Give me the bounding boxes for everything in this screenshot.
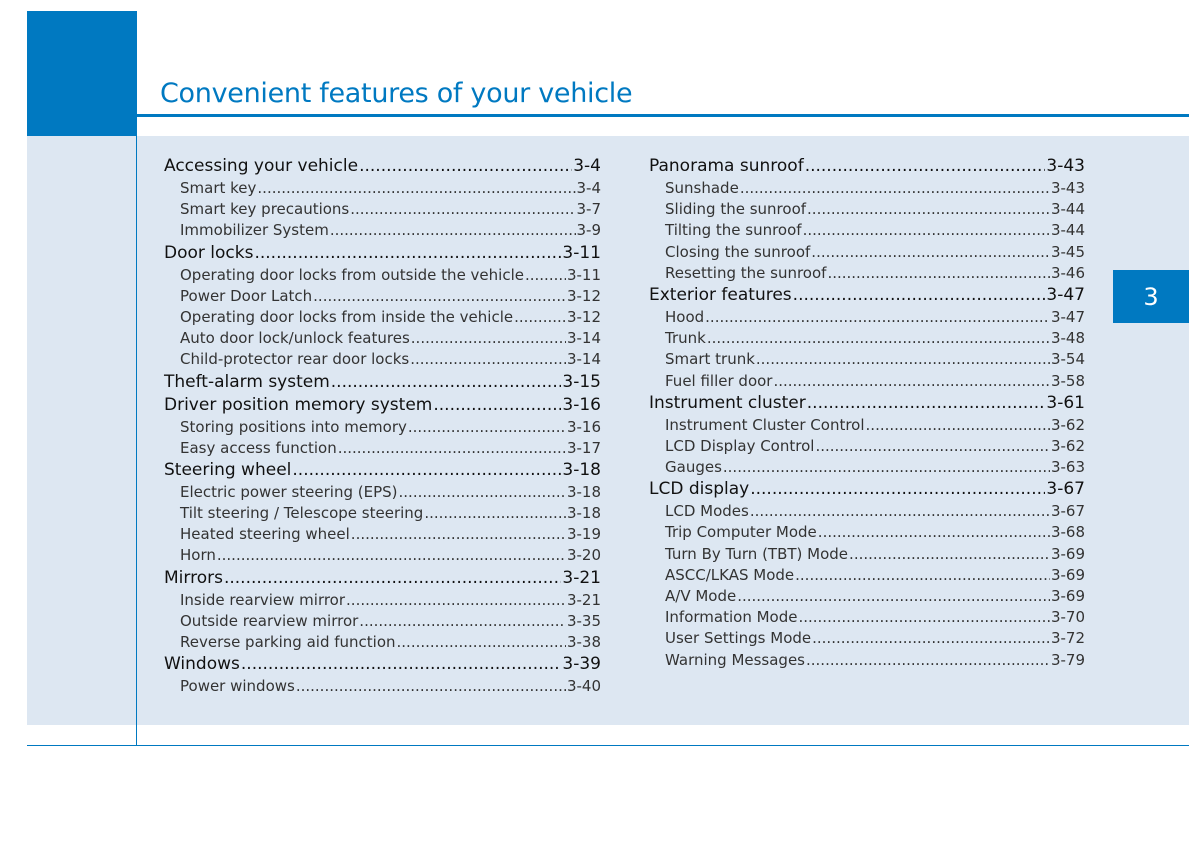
toc-entry-title: Warning Messages: [665, 650, 805, 669]
toc-entry-title: Child-protector rear door locks: [180, 350, 410, 369]
toc-leader-dots: [399, 482, 566, 503]
toc-subsection-entry[interactable]: [164, 676, 601, 697]
toc-leader-dots: [346, 590, 566, 611]
toc-entry-page: 3-18: [566, 482, 601, 501]
toc-entry-title: Turn By Turn (TBT) Mode: [665, 544, 849, 563]
toc-leader-dots: [338, 438, 566, 459]
toc-leader-dots: [807, 392, 1046, 415]
toc-entry-page: 3-12: [566, 307, 601, 326]
toc-entry-title: Reverse parking aid function: [180, 633, 396, 651]
toc-entry-title: Tilt steering / Telescope steering: [180, 504, 424, 523]
toc-leader-dots: [217, 545, 566, 566]
toc-subsection-entry[interactable]: [649, 178, 1085, 199]
toc-entry-title: Electric power steering (EPS): [180, 482, 398, 501]
toc-subsection-entry[interactable]: [164, 524, 601, 545]
toc-entry-page: 3-40: [566, 677, 601, 696]
toc-entry-page: 3-63: [1050, 458, 1085, 477]
toc-entry-title: Sliding the sunroof: [665, 200, 807, 219]
toc-leader-dots: [815, 436, 1050, 457]
toc-entry-page: 3-70: [1050, 608, 1085, 627]
toc-section-entry[interactable]: [649, 155, 1085, 178]
toc-entry-title: Mirrors: [164, 567, 223, 588]
toc-subsection-entry[interactable]: [649, 586, 1085, 607]
toc-entry-title: Instrument Cluster Control: [665, 415, 865, 434]
toc-entry-title: Panorama sunroof: [649, 156, 804, 176]
toc-subsection-entry[interactable]: [164, 590, 601, 611]
toc-entry-page: 3-44: [1050, 200, 1085, 219]
toc-leader-dots: [798, 607, 1049, 628]
toc-entry-page: 3-17: [566, 438, 601, 457]
toc-entry-page: 3-47: [1050, 307, 1085, 326]
toc-leader-dots: [351, 524, 566, 545]
toc-subsection-entry[interactable]: [164, 286, 601, 307]
toc-entry-title: Power Door Latch: [180, 286, 313, 305]
toc-subsection-entry[interactable]: [649, 415, 1085, 436]
toc-leader-dots: [756, 349, 1050, 370]
toc-section-entry[interactable]: [164, 371, 601, 394]
toc-subsection-entry[interactable]: [649, 199, 1085, 220]
toc-entry-page: 3-21: [566, 590, 601, 609]
toc-leader-dots: [433, 394, 561, 417]
toc-entry-title: Smart key precautions: [180, 200, 350, 219]
toc-subsection-entry[interactable]: [649, 628, 1085, 649]
toc-entry-page: 3-67: [1046, 479, 1085, 500]
toc-subsection-entry[interactable]: [649, 307, 1085, 328]
toc-leader-dots: [723, 457, 1050, 478]
toc-entry-title: Trunk: [665, 329, 706, 348]
toc-subsection-entry[interactable]: [164, 220, 601, 241]
toc-entry-page: 3-16: [562, 394, 601, 415]
toc-entry-title: Theft-alarm system: [164, 371, 330, 392]
toc-entry-page: 3-79: [1050, 650, 1085, 669]
toc-entry-title: Gauges: [665, 458, 722, 477]
toc-entry-page: 3-35: [566, 611, 601, 630]
toc-leader-dots: [705, 307, 1050, 328]
toc-subsection-entry[interactable]: [649, 650, 1085, 671]
toc-leader-dots: [254, 242, 561, 265]
toc-entry-page: 3-44: [1050, 221, 1085, 240]
toc-subsection-entry[interactable]: [164, 265, 601, 286]
toc-entry-page: 3-11: [562, 242, 601, 263]
toc-subsection-entry[interactable]: [164, 199, 601, 220]
toc-entry-page: 3-12: [566, 286, 601, 305]
toc-entry-page: 3-62: [1050, 436, 1085, 455]
toc-subsection-entry[interactable]: [649, 436, 1085, 457]
toc-leader-dots: [807, 199, 1050, 220]
toc-leader-dots: [805, 155, 1046, 178]
toc-leader-dots: [410, 349, 566, 370]
toc-column-right: [649, 155, 1085, 671]
toc-entry-page: 3-14: [566, 329, 601, 348]
toc-subsection-entry[interactable]: [649, 349, 1085, 370]
toc-leader-dots: [292, 459, 561, 482]
toc-entry-page: 3-72: [1050, 629, 1085, 648]
toc-entry-page: 3-11: [566, 265, 601, 284]
toc-subsection-entry[interactable]: [649, 501, 1085, 522]
toc-leader-dots: [514, 307, 566, 328]
toc-entry-page: 3-14: [566, 350, 601, 369]
toc-section-entry[interactable]: [164, 653, 601, 676]
toc-entry-title: Smart key: [180, 179, 257, 197]
toc-entry-page: 3-45: [1050, 242, 1085, 261]
toc-entry-title: LCD Display Control: [665, 436, 815, 455]
toc-section-entry[interactable]: [164, 459, 601, 482]
toc-entry-title: Exterior features: [649, 284, 792, 305]
toc-leader-dots: [827, 263, 1050, 284]
toc-entry-title: User Settings Mode: [665, 629, 812, 648]
toc-entry-title: Operating door locks from inside the vehicle: [180, 307, 514, 326]
toc-entry-page: 3-38: [566, 633, 601, 651]
toc-leader-dots: [849, 544, 1050, 565]
toc-entry-page: 3-62: [1050, 415, 1085, 434]
toc-entry-page: 3-54: [1050, 350, 1085, 369]
toc-entry-title: Smart trunk: [665, 350, 755, 369]
toc-subsection-entry[interactable]: [164, 349, 601, 370]
title-rule: [137, 114, 1189, 117]
toc-subsection-entry[interactable]: [164, 503, 601, 524]
toc-leader-dots: [350, 199, 575, 220]
toc-entry-title: Operating door locks from outside the vehicle: [180, 265, 524, 284]
toc-leader-dots: [812, 628, 1050, 649]
chapter-tab[interactable]: 3: [1113, 270, 1189, 323]
toc-leader-dots: [424, 503, 566, 524]
toc-entry-page: 3-7: [576, 200, 601, 219]
toc-leader-dots: [330, 220, 576, 241]
toc-entry-title: Storing positions into memory: [180, 417, 407, 436]
toc-leader-dots: [750, 478, 1045, 501]
toc-entry-page: 3-48: [1050, 329, 1085, 348]
toc-section-entry[interactable]: [649, 392, 1085, 415]
toc-entry-page: 3-21: [562, 567, 601, 588]
toc-leader-dots: [707, 328, 1050, 349]
toc-entry-page: 3-9: [576, 221, 601, 240]
toc-subsection-entry[interactable]: [164, 438, 601, 459]
toc-entry-page: 3-4: [573, 156, 601, 176]
toc-subsection-entry[interactable]: [649, 522, 1085, 543]
toc-subsection-entry[interactable]: [649, 328, 1085, 349]
toc-leader-dots: [818, 522, 1050, 543]
toc-leader-dots: [740, 178, 1050, 199]
toc-subsection-entry[interactable]: [649, 607, 1085, 628]
toc-entry-title: Heated steering wheel: [180, 525, 350, 544]
toc-entry-title: Door locks: [164, 242, 254, 263]
toc-entry-page: 3-47: [1046, 284, 1085, 305]
toc-entry-page: 3-19: [566, 525, 601, 544]
toc-entry-title: Sunshade: [665, 179, 739, 197]
toc-entry-title: Steering wheel: [164, 459, 292, 480]
toc-entry-page: 3-39: [562, 654, 601, 675]
toc-entry-page: 3-43: [1050, 179, 1085, 197]
margin-rule: [136, 117, 137, 746]
toc-leader-dots: [750, 501, 1050, 522]
toc-entry-title: Fuel filler door: [665, 371, 773, 390]
toc-entry-title: Inside rearview mirror: [180, 590, 346, 609]
toc-subsection-entry[interactable]: [649, 565, 1085, 586]
toc-leader-dots: [811, 242, 1050, 263]
toc-subsection-entry[interactable]: [649, 263, 1085, 284]
toc-section-entry[interactable]: [164, 242, 601, 265]
toc-leader-dots: [525, 265, 566, 286]
toc-section-entry[interactable]: [164, 155, 601, 178]
toc-subsection-entry[interactable]: [649, 457, 1085, 478]
toc-leader-dots: [866, 415, 1050, 436]
toc-leader-dots: [313, 286, 566, 307]
toc-subsection-entry[interactable]: [164, 178, 601, 199]
toc-entry-title: LCD display: [649, 479, 750, 500]
toc-entry-title: Auto door lock/unlock features: [180, 329, 410, 348]
toc-entry-page: 3-15: [562, 371, 601, 392]
toc-leader-dots: [331, 371, 562, 394]
toc-subsection-entry[interactable]: [649, 220, 1085, 241]
toc-entry-title: Immobilizer System: [180, 221, 329, 240]
toc-entry-title: LCD Modes: [665, 502, 749, 521]
toc-column-left: [164, 155, 601, 697]
toc-entry-title: A/V Mode: [665, 587, 737, 605]
toc-entry-page: 3-58: [1050, 371, 1085, 390]
toc-leader-dots: [241, 653, 562, 676]
toc-section-entry[interactable]: [164, 394, 601, 417]
toc-entry-title: Driver position memory system: [164, 394, 433, 415]
toc-subsection-entry[interactable]: [164, 307, 601, 328]
toc-subsection-entry[interactable]: [649, 544, 1085, 565]
toc-leader-dots: [397, 632, 566, 653]
toc-entry-title: Closing the sunroof: [665, 242, 811, 261]
toc-leader-dots: [224, 567, 561, 590]
toc-entry-title: Outside rearview mirror: [180, 611, 359, 630]
toc-entry-page: 3-69: [1050, 544, 1085, 563]
toc-section-entry[interactable]: [164, 567, 601, 590]
toc-subsection-entry[interactable]: [649, 371, 1085, 392]
page-title: Convenient features of your vehicle: [160, 78, 633, 109]
bottom-rule: [27, 745, 1189, 746]
toc-entry-title: Accessing your vehicle: [164, 156, 359, 176]
toc-subsection-entry[interactable]: [164, 482, 601, 503]
toc-leader-dots: [793, 284, 1046, 307]
toc-subsection-entry[interactable]: [164, 632, 601, 653]
toc-section-entry[interactable]: [649, 284, 1085, 307]
toc-entry-title: Trip Computer Mode: [665, 523, 817, 542]
toc-leader-dots: [411, 328, 566, 349]
toc-subsection-entry[interactable]: [649, 242, 1085, 263]
chapter-header-block: [27, 11, 137, 136]
toc-entry-title: Instrument cluster: [649, 392, 806, 413]
toc-leader-dots: [795, 565, 1050, 586]
toc-entry-page: 3-43: [1046, 156, 1085, 176]
toc-entry-page: 3-20: [566, 546, 601, 565]
toc-leader-dots: [257, 178, 575, 199]
toc-section-entry[interactable]: [649, 478, 1085, 501]
toc-leader-dots: [737, 586, 1050, 607]
toc-entry-title: Information Mode: [665, 608, 798, 627]
toc-entry-title: Windows: [164, 654, 240, 675]
toc-leader-dots: [773, 371, 1049, 392]
toc-entry-page: 3-4: [576, 179, 601, 197]
toc-subsection-entry[interactable]: [164, 328, 601, 349]
toc-entry-title: Resetting the sunroof: [665, 263, 827, 282]
toc-entry-page: 3-18: [566, 504, 601, 523]
toc-subsection-entry[interactable]: [164, 545, 601, 566]
toc-entry-title: Power windows: [180, 677, 295, 696]
toc-leader-dots: [408, 417, 566, 438]
toc-entry-page: 3-68: [1050, 523, 1085, 542]
toc-entry-page: 3-46: [1050, 263, 1085, 282]
toc-entry-page: 3-18: [562, 459, 601, 480]
toc-leader-dots: [806, 650, 1050, 671]
toc-entry-title: Horn: [180, 546, 216, 565]
toc-leader-dots: [296, 676, 566, 697]
toc-entry-title: ASCC/LKAS Mode: [665, 565, 795, 584]
toc-leader-dots: [803, 220, 1050, 241]
toc-leader-dots: [359, 155, 572, 178]
toc-entry-title: Hood: [665, 307, 705, 326]
toc-entry-page: 3-69: [1050, 565, 1085, 584]
toc-entry-page: 3-67: [1050, 502, 1085, 521]
toc-subsection-entry[interactable]: [164, 611, 601, 632]
toc-entry-page: 3-16: [566, 417, 601, 436]
toc-entry-page: 3-61: [1046, 392, 1085, 413]
toc-entry-title: Tilting the sunroof: [665, 221, 802, 240]
toc-subsection-entry[interactable]: [164, 417, 601, 438]
toc-entry-title: Easy access function: [180, 438, 337, 457]
toc-entry-page: 3-69: [1050, 587, 1085, 605]
toc-leader-dots: [359, 611, 566, 632]
